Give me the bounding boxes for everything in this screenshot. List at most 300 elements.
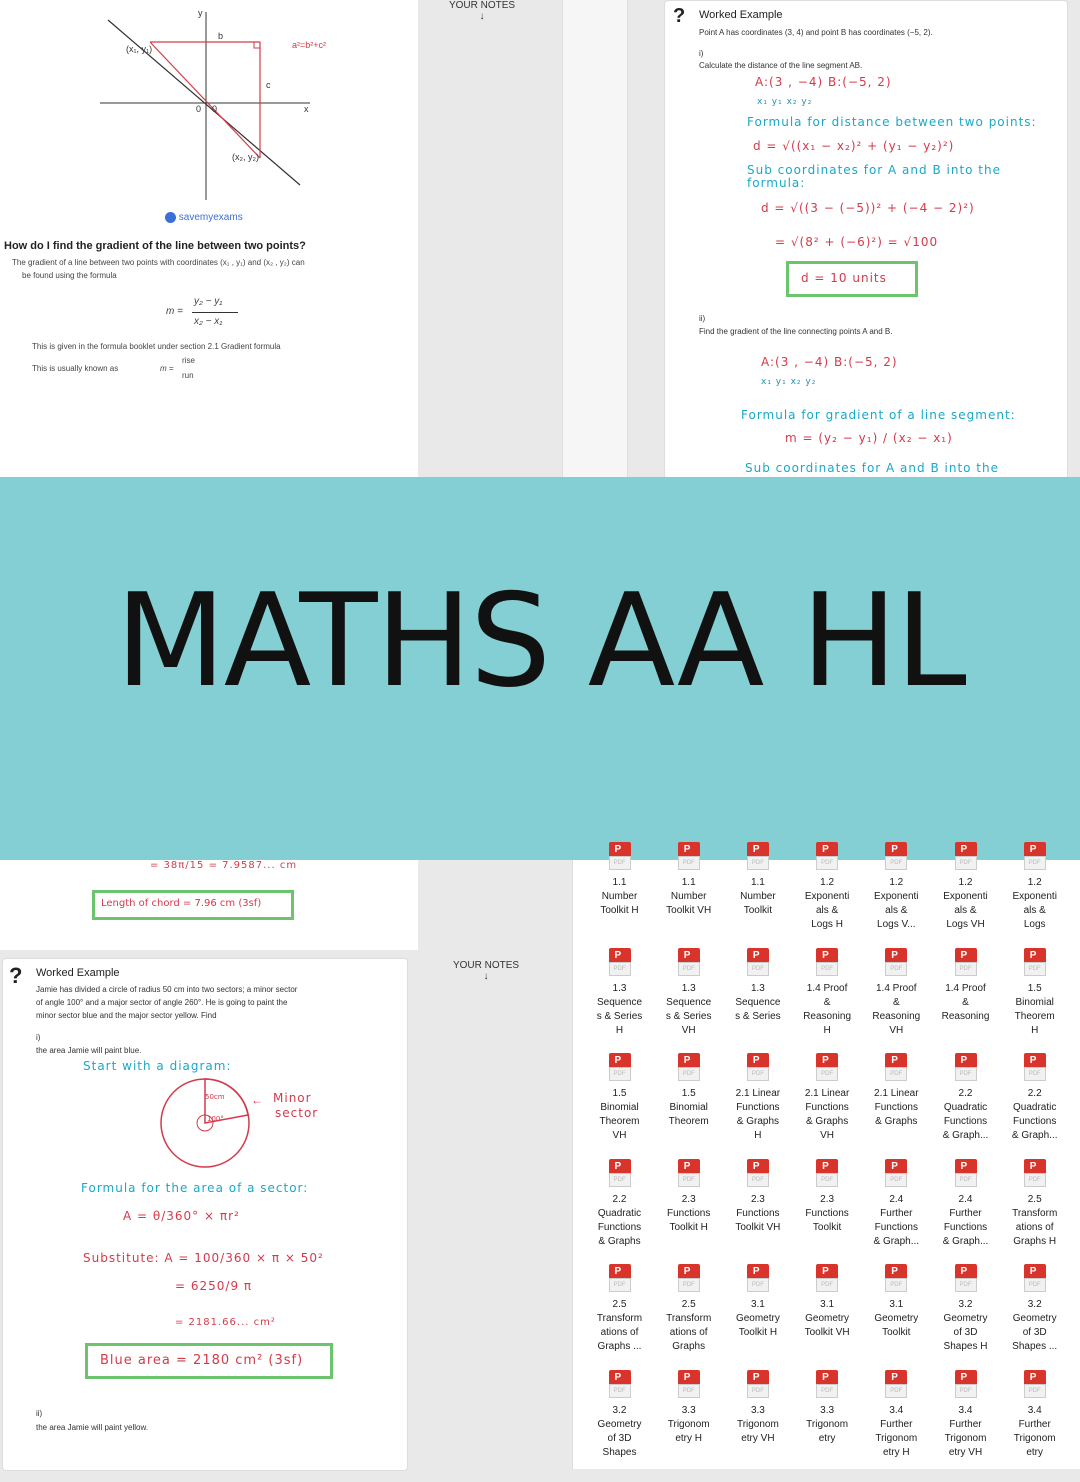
section-heading: How do I find the gradient of the line between two points? xyxy=(4,240,306,252)
pdf-label: PDF xyxy=(955,1384,977,1398)
hw-start-diagram: Start with a diagram: xyxy=(83,1059,232,1073)
pdf-file-icon: PDF P xyxy=(747,1159,769,1187)
pdf-file-name xyxy=(654,1298,723,1354)
pdf-file-name-line: Toolkit VH xyxy=(804,1327,850,1338)
pdf-file-icon: PDF P xyxy=(747,1370,769,1398)
pdf-file-name-line: 1.4 Proof xyxy=(806,982,848,994)
pdf-file-icon: PDF P xyxy=(816,842,838,870)
pdf-file-item[interactable] xyxy=(862,942,931,1060)
pdf-file-name xyxy=(862,1298,931,1340)
pdf-file-name-line: of 3D xyxy=(1022,1327,1047,1338)
pdf-label: PDF xyxy=(955,1278,977,1292)
pdf-file-name-line: Number xyxy=(740,891,776,902)
hw-coords-2: A:(3 , −4) B:(−5, 2) xyxy=(761,355,898,369)
origin-label-2: 0 xyxy=(212,104,218,114)
pdf-file-item[interactable] xyxy=(723,1153,792,1271)
pdf-label: PDF xyxy=(1024,1278,1046,1292)
pdf-file-name-line: 3.2 xyxy=(1027,1299,1042,1310)
pdf-file-name-line: 1.2 xyxy=(958,877,973,888)
pdf-file-name-line: 1.4 Proof xyxy=(876,982,917,994)
sector-part-i-task: the area Jamie will paint blue. xyxy=(36,1046,142,1055)
pdf-file-name xyxy=(931,982,1000,1024)
pdf-file-icon: PDF P xyxy=(1024,1159,1046,1187)
pdf-file-icon: PDF P xyxy=(816,1159,838,1187)
pdf-label: PDF xyxy=(678,1384,700,1398)
bullet-3-m: m = xyxy=(160,364,174,373)
pdf-file-name xyxy=(793,1193,862,1235)
pdf-file-item[interactable] xyxy=(654,1047,723,1165)
pdf-file-name-line: 1.5 xyxy=(612,1088,627,1099)
pdf-file-name-line: Logs VH xyxy=(946,919,985,930)
hw-sub-line2: formula: xyxy=(747,176,806,190)
pdf-file-name-line: Geometry xyxy=(943,1313,988,1324)
logo xyxy=(165,212,243,223)
pdf-file-name-line: Geometry xyxy=(1012,1313,1057,1324)
pdf-file-item[interactable] xyxy=(1000,836,1069,954)
pdf-file-name-line: ations of xyxy=(669,1327,708,1338)
pdf-file-name-line: Toolkit H xyxy=(600,905,639,916)
distance-worked-example xyxy=(664,0,1068,479)
pdf-file-name xyxy=(585,1087,654,1143)
pdf-label: PDF xyxy=(609,962,631,976)
hw-simplify: = √(8² + (−6)²) = √100 xyxy=(775,235,939,249)
pdf-label: PDF xyxy=(885,962,907,976)
pdf-file-name-line: als & xyxy=(954,905,977,916)
pdf-file-item[interactable] xyxy=(1000,1153,1069,1271)
pdf-file-name-line: Further xyxy=(880,1418,913,1430)
sector-diagram xyxy=(149,1075,269,1175)
pdf-file-name-line: als & xyxy=(815,905,839,916)
pdf-label: PDF xyxy=(678,856,700,870)
diagram-angle-label: 100° xyxy=(207,1115,224,1123)
pdf-file-icon: PDF P xyxy=(1024,842,1046,870)
pdf-file-name xyxy=(1000,1298,1069,1354)
pdf-file-name xyxy=(931,1298,1000,1354)
pdf-file-item[interactable] xyxy=(793,836,862,954)
pdf-file-item[interactable] xyxy=(1000,1364,1069,1482)
x-axis-label: x xyxy=(304,104,309,114)
pdf-file-name-line: Exponenti xyxy=(1012,891,1057,902)
pdf-file-name-line: 3.4 xyxy=(889,1404,904,1416)
pdf-file-name-line: 2.5 xyxy=(612,1299,627,1310)
sector-worked-example xyxy=(2,958,408,1471)
pdf-file-name-line: s & Series xyxy=(665,1010,712,1022)
pdf-label: PDF xyxy=(955,1173,977,1187)
pdf-file-item[interactable] xyxy=(654,836,723,954)
pdf-file-icon: PDF P xyxy=(1024,1264,1046,1292)
pdf-file-name-line: Quadratic xyxy=(1013,1102,1057,1113)
pdf-file-name-line: & Graph... xyxy=(1011,1130,1058,1141)
pdf-file-icon: PDF P xyxy=(747,1264,769,1292)
pdf-file-icon: PDF P xyxy=(678,1264,700,1292)
pdf-file-name xyxy=(723,982,792,1024)
logo-text: savemyexams xyxy=(178,212,243,224)
pdf-file-item[interactable] xyxy=(723,1364,792,1482)
pdf-file-item[interactable] xyxy=(585,942,654,1060)
pdf-file-name xyxy=(862,982,931,1038)
pdf-file-name-line: Trigonom xyxy=(667,1418,710,1430)
pdf-file-name xyxy=(793,1298,862,1340)
down-arrow-icon-2: ↓ xyxy=(483,971,489,982)
pdf-file-name xyxy=(1000,982,1069,1038)
pdf-file-item[interactable] xyxy=(1000,942,1069,1060)
pdf-file-icon: PDF P xyxy=(885,948,907,976)
pdf-file-name-line: 1.3 xyxy=(750,982,765,994)
pdf-file-name-line: s & Series xyxy=(735,1010,781,1022)
pdf-label: PDF xyxy=(678,1278,700,1292)
pdf-file-icon: PDF P xyxy=(885,1053,907,1081)
pdf-file-icon: PDF P xyxy=(816,1370,838,1398)
pdf-file-name-line: Functions xyxy=(736,1207,780,1219)
pdf-file-item[interactable] xyxy=(793,1153,862,1271)
pdf-file-item[interactable] xyxy=(1000,1047,1069,1165)
sector-part-i-label: i) xyxy=(36,1033,41,1042)
pdf-label: PDF xyxy=(678,1173,700,1187)
pdf-file-name-line: 2.5 xyxy=(1027,1193,1042,1205)
pdf-file-name-line: H xyxy=(615,1024,624,1036)
pdf-file-name-line: & Graph... xyxy=(942,1130,989,1141)
pdf-file-name-line: 2.5 xyxy=(681,1299,696,1310)
pdf-file-item[interactable] xyxy=(793,1364,862,1482)
pdf-file-name xyxy=(793,982,862,1038)
pdf-file-name-line: & Graphs xyxy=(736,1116,780,1127)
pdf-file-item[interactable] xyxy=(723,1258,792,1376)
pdf-file-name-line: Logs xyxy=(1023,919,1046,930)
pdf-file-name-line: Toolkit VH xyxy=(666,905,712,916)
pdf-file-name-line: Transform xyxy=(666,1313,712,1324)
pdf-label: PDF xyxy=(747,1173,769,1187)
pdf-file-icon: PDF P xyxy=(747,1053,769,1081)
hw-formula-title: Formula for distance between two points: xyxy=(747,115,1037,129)
pdf-file-icon: PDF P xyxy=(955,1053,977,1081)
pdf-file-icon: PDF P xyxy=(885,1264,907,1292)
pdf-file-name-line: Functions xyxy=(805,1102,849,1113)
pdf-label: PDF xyxy=(885,1067,907,1081)
pdf-file-name-line: Further xyxy=(880,1207,913,1219)
hw-simplified: = 6250/9 π xyxy=(175,1279,253,1293)
pdf-file-item[interactable] xyxy=(931,836,1000,954)
pdf-file-name xyxy=(862,1087,931,1129)
blue-area-answer-box xyxy=(85,1343,333,1379)
pdf-file-icon: PDF P xyxy=(885,842,907,870)
pdf-file-name xyxy=(585,1404,654,1460)
pdf-file-name-line: etry xyxy=(1026,1446,1044,1458)
pdf-label: PDF xyxy=(678,962,700,976)
pdf-file-name-line: Further xyxy=(1018,1418,1051,1430)
pdf-label: PDF xyxy=(747,1278,769,1292)
pdf-file-item[interactable] xyxy=(654,1364,723,1482)
pdf-file-name-line: 2.3 xyxy=(750,1193,765,1205)
pdf-label: PDF xyxy=(609,1278,631,1292)
pdf-file-name-line: 1.5 xyxy=(681,1088,696,1099)
pdf-file-name-line: & xyxy=(823,996,831,1008)
pdf-file-name-line: Trigonom xyxy=(806,1418,849,1430)
pdf-file-item[interactable] xyxy=(793,942,862,1060)
pdf-file-icon: PDF P xyxy=(816,1053,838,1081)
pdf-file-icon: PDF P xyxy=(678,842,700,870)
rise-label: rise xyxy=(182,356,195,365)
pdf-file-item[interactable] xyxy=(723,836,792,954)
pdf-file-icon: PDF P xyxy=(955,1264,977,1292)
pdf-file-icon: PDF P xyxy=(816,1264,838,1292)
pdf-file-name-line: & xyxy=(962,996,969,1008)
pdf-file-name-line: 3.4 xyxy=(958,1404,973,1416)
pdf-file-icon: PDF P xyxy=(678,948,700,976)
pdf-label: PDF xyxy=(885,1278,907,1292)
pdf-file-name-line: Exponenti xyxy=(804,891,850,902)
pdf-file-name-line: 2.2 xyxy=(1027,1088,1042,1099)
pdf-file-item[interactable] xyxy=(862,1153,931,1271)
pdf-file-name xyxy=(862,876,931,932)
pdf-file-item[interactable] xyxy=(931,1364,1000,1482)
pdf-file-item[interactable] xyxy=(585,1153,654,1271)
pdf-file-name-line: Quadratic xyxy=(597,1207,642,1219)
pdf-file-name xyxy=(654,982,723,1038)
pdf-file-icon: PDF P xyxy=(678,1159,700,1187)
pdf-file-icon: PDF P xyxy=(885,1159,907,1187)
hw-gradient-title: Formula for gradient of a line segment: xyxy=(741,408,1016,422)
pdf-file-name-line: s & Series xyxy=(596,1010,643,1022)
pdf-file-name-line: of 3D xyxy=(607,1432,632,1444)
pdf-label: PDF xyxy=(1024,1173,1046,1187)
pdf-file-name xyxy=(585,1298,654,1354)
pdf-file-name-line: VH xyxy=(681,1024,696,1036)
pdf-file-name-line: 1.1 xyxy=(612,877,627,888)
pdf-file-name xyxy=(931,1193,1000,1249)
pdf-file-name xyxy=(723,876,792,918)
part-ii-label: ii) xyxy=(699,314,706,323)
pdf-file-name-line: 1.1 xyxy=(681,877,696,888)
pdf-file-item[interactable] xyxy=(1000,1258,1069,1376)
pdf-file-icon: PDF P xyxy=(1024,1370,1046,1398)
pdf-file-item[interactable] xyxy=(723,1047,792,1165)
pdf-file-item[interactable] xyxy=(585,836,654,954)
pdf-file-item[interactable] xyxy=(931,1153,1000,1271)
banner-title: MATHS AA HL xyxy=(115,567,965,716)
side-c-label: c xyxy=(266,80,271,90)
pdf-file-name-line: 1.2 xyxy=(889,877,904,888)
formula-numerator: y₂ − y₁ xyxy=(194,296,223,307)
pdf-file-name-line: Graphs xyxy=(672,1341,706,1352)
pdf-file-item[interactable] xyxy=(585,1258,654,1376)
pdf-file-name-line: & Graph... xyxy=(873,1235,920,1247)
sector-label: sector xyxy=(275,1106,319,1120)
pdf-label: PDF xyxy=(885,1173,907,1187)
pdf-file-name-line: etry H xyxy=(882,1446,910,1458)
pdf-file-name-line: als & xyxy=(1023,905,1046,916)
pdf-file-name xyxy=(793,876,862,932)
pdf-file-item[interactable] xyxy=(862,836,931,954)
pdf-file-name-line: 1.3 xyxy=(681,982,696,994)
pdf-file-name-line: Graphs H xyxy=(1013,1235,1057,1247)
formula-denominator: x₂ − x₁ xyxy=(194,316,223,327)
pdf-label: PDF xyxy=(955,1067,977,1081)
pdf-file-item[interactable] xyxy=(654,1153,723,1271)
pdf-file-name xyxy=(723,1298,792,1340)
y-axis-label: y xyxy=(198,8,203,18)
pdf-file-icon: PDF P xyxy=(955,842,977,870)
pdf-file-icon: PDF P xyxy=(609,842,631,870)
pdf-file-name-line: Sequence xyxy=(735,996,781,1008)
pdf-file-name-line: & Graphs xyxy=(598,1235,641,1247)
pdf-file-item[interactable] xyxy=(793,1047,862,1165)
pdf-label: PDF xyxy=(747,1384,769,1398)
pdf-file-name-line: Geometry xyxy=(874,1313,919,1324)
pdf-file-icon: PDF P xyxy=(1024,948,1046,976)
page-divider xyxy=(562,0,628,477)
pdf-file-name-line: 2.4 xyxy=(958,1193,973,1205)
pdf-file-name xyxy=(793,1404,862,1446)
pdf-label: PDF xyxy=(747,856,769,870)
pdf-file-name-line: VH xyxy=(889,1024,904,1036)
pdf-file-name-line: 3.1 xyxy=(820,1299,835,1310)
pdf-file-name-line: Quadratic xyxy=(943,1102,988,1113)
pdf-file-item[interactable] xyxy=(585,1364,654,1482)
pdf-file-item[interactable] xyxy=(654,942,723,1060)
pdf-file-name-line: Binomial xyxy=(669,1102,708,1113)
pdf-file-name-line: 2.3 xyxy=(820,1193,835,1205)
your-notes-bottom xyxy=(446,960,526,982)
pdf-file-name-line: Geometry xyxy=(597,1418,642,1430)
pdf-file-name-line: 2.4 xyxy=(889,1193,904,1205)
pdf-file-name-line: Exponenti xyxy=(943,891,988,902)
worked-example-title-2: Worked Example xyxy=(36,967,120,979)
pdf-label: PDF xyxy=(885,1384,907,1398)
pdf-file-name-line: & Graphs xyxy=(875,1116,918,1127)
pdf-file-name-line: Functions xyxy=(597,1221,642,1233)
fraction-bar xyxy=(192,312,238,313)
pdf-file-name xyxy=(1000,1193,1069,1249)
pdf-file-name xyxy=(862,1404,931,1460)
pdf-file-item[interactable] xyxy=(654,1258,723,1376)
hw-distance-formula: d = √((x₁ − x₂)² + (y₁ − y₂)²) xyxy=(753,139,955,153)
pdf-file-name xyxy=(862,1193,931,1249)
pdf-file-name xyxy=(654,876,723,918)
pdf-label: PDF xyxy=(609,856,631,870)
pdf-file-name-line: 1.5 xyxy=(1027,982,1042,994)
pdf-label: PDF xyxy=(1024,962,1046,976)
pdf-file-name-line: Geometry xyxy=(735,1313,780,1324)
pdf-file-icon: PDF P xyxy=(955,1370,977,1398)
hw-coords: A:(3 , −4) B:(−5, 2) xyxy=(755,75,892,89)
hw-chord-calc: = 38π/15 = 7.9587... cm xyxy=(150,860,298,871)
pdf-file-name-line: 2.3 xyxy=(681,1193,696,1205)
chord-answer-panel xyxy=(0,860,418,950)
pdf-file-name xyxy=(723,1193,792,1235)
pdf-file-name-line: Reasoning xyxy=(803,1010,851,1022)
pdf-file-name-line: Shapes xyxy=(602,1446,637,1458)
pdf-file-name-line: 3.3 xyxy=(750,1404,765,1416)
pdf-label: PDF xyxy=(609,1384,631,1398)
pdf-file-name-line: Shapes H xyxy=(943,1341,988,1352)
pdf-file-name xyxy=(931,876,1000,932)
pdf-file-item[interactable] xyxy=(931,942,1000,1060)
your-notes-label: YOUR NOTES xyxy=(448,0,516,11)
down-arrow-icon: ↓ xyxy=(479,11,485,22)
pythagoras-label: a²=b²+c² xyxy=(292,40,327,50)
pdf-file-item[interactable] xyxy=(862,1258,931,1376)
title-banner xyxy=(0,477,1080,860)
pdf-file-item[interactable] xyxy=(585,1047,654,1165)
pdf-file-name-line: Functions xyxy=(874,1102,918,1113)
pdf-file-name xyxy=(723,1087,792,1143)
pdf-file-icon: PDF P xyxy=(955,1159,977,1187)
pdf-file-name-line: 1.3 xyxy=(612,982,627,994)
pdf-file-icon: PDF P xyxy=(609,948,631,976)
pdf-label: PDF xyxy=(816,1278,838,1292)
pdf-file-name-line: 1.2 xyxy=(820,877,835,888)
pdf-label: PDF xyxy=(1024,1067,1046,1081)
pdf-file-item[interactable] xyxy=(931,1258,1000,1376)
pdf-file-icon: PDF P xyxy=(609,1053,631,1081)
logo-icon xyxy=(165,212,176,223)
example-intro: Point A has coordinates (3, 4) and point B has coordinates (−5, 2). xyxy=(699,28,933,37)
pdf-file-name-line: 3.2 xyxy=(612,1404,627,1416)
pdf-file-item[interactable] xyxy=(723,942,792,1060)
pdf-file-name-line: Further xyxy=(949,1418,982,1430)
pdf-file-name-line: Theorem xyxy=(599,1116,640,1127)
pdf-file-name-line: ations of xyxy=(1015,1221,1054,1233)
pdf-file-name-line: Further xyxy=(949,1207,982,1219)
pdf-file-name xyxy=(654,1404,723,1446)
pdf-file-name-line: Transform xyxy=(1012,1207,1058,1219)
pdf-file-name-line: ations of xyxy=(600,1327,639,1338)
pdf-file-name-line: Trigonom xyxy=(875,1432,918,1444)
pdf-file-name-line: Exponenti xyxy=(874,891,919,902)
side-b-label: b xyxy=(218,31,224,41)
pdf-file-name-line: Functions xyxy=(943,1221,988,1233)
pdf-file-name-line: Functions xyxy=(736,1102,780,1113)
pdf-file-name-line: & Graphs xyxy=(805,1116,849,1127)
point1-label: (x₁, y₁) xyxy=(126,44,153,54)
pointer-arrow-icon: ← xyxy=(251,1093,263,1107)
pdf-file-name-line: Logs V... xyxy=(877,919,916,930)
pdf-label: PDF xyxy=(955,962,977,976)
part-i-task: Calculate the distance of the line segment AB. xyxy=(699,61,863,70)
pdf-file-name-line: 2.1 Linear xyxy=(735,1088,781,1099)
pdf-file-name-line: 2.1 Linear xyxy=(874,1088,919,1099)
pdf-file-name-line: 2.2 xyxy=(958,1088,973,1099)
worked-example-title: Worked Example xyxy=(699,9,783,21)
hw-gradient-formula: m = (y₂ − y₁) / (x₂ − x₁) xyxy=(785,431,953,445)
pdf-file-name-line: Sequence xyxy=(596,996,643,1008)
sector-intro-1: Jamie has divided a circle of radius 50 cm into two sectors; a minor sector xyxy=(36,985,298,994)
pdf-file-item[interactable] xyxy=(793,1258,862,1376)
your-notes-label-2: YOUR NOTES xyxy=(452,960,520,971)
pdf-file-name-line: Sequence xyxy=(666,996,712,1008)
hw-coord-labels: x₁ y₁ x₂ y₂ xyxy=(757,97,813,107)
hw-coord-labels-2: x₁ y₁ x₂ y₂ xyxy=(761,377,817,387)
hw-area-formula-title: Formula for the area of a sector: xyxy=(81,1181,309,1195)
pdf-file-name xyxy=(585,982,654,1038)
diagram-radius-label: 50cm xyxy=(205,1093,225,1101)
pdf-label: PDF xyxy=(609,1173,631,1187)
blue-area-answer: Blue area = 2180 cm² (3sf) xyxy=(100,1353,304,1368)
bullet-2: This is given in the formula booklet under section 2.1 Gradient formula xyxy=(32,342,281,351)
pdf-file-icon: PDF P xyxy=(609,1370,631,1398)
pdf-file-name-line: of 3D xyxy=(953,1327,978,1338)
pdf-file-item[interactable] xyxy=(862,1364,931,1482)
hw-substitution: d = √((3 − (−5))² + (−4 − 2)²) xyxy=(761,201,975,215)
pdf-label: PDF xyxy=(816,962,838,976)
pdf-file-name-line: Binomial xyxy=(1015,996,1054,1008)
pdf-file-icon: PDF P xyxy=(609,1159,631,1187)
pdf-file-name xyxy=(1000,876,1069,932)
pdf-file-item[interactable] xyxy=(931,1047,1000,1165)
pdf-file-name-line: VH xyxy=(820,1130,835,1141)
pdf-file-item[interactable] xyxy=(862,1047,931,1165)
pdf-file-name-line: H xyxy=(823,1024,831,1036)
